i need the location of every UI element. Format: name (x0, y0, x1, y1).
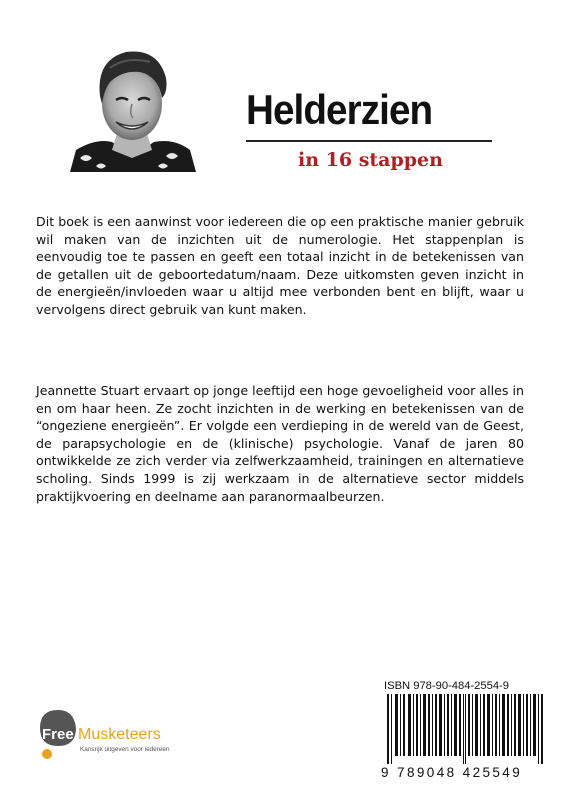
book-description: Dit boek is een aanwinst voor iedereen die op een praktische manier gebruik wil maken van de inzichten uit de numerologie. Het stappenplan is eenvoudig toe te passen en geeft een totaal inzicht in de betekenissen van de getallen uit de geboortedatum/naam. Deze uitkomsten geven inzicht in de energieën/invloeden waar u altijd mee verbonden bent en blijft, waar u vervolgens direct gebruik van kunt maken. (36, 214, 524, 317)
isbn-digits: 9 789048 425549 (381, 765, 523, 780)
book-subtitle: in 16 stappen (298, 149, 443, 171)
title-underline (246, 140, 492, 142)
author-biography: Jeannette Stuart ervaart op jonge leeftijd een hoge gevoeligheid voor alles in en om haar heen. Ze zocht inzichten in de werking en betekenissen van de “ongeziene energieën”. Er volgde een verdieping in de wereld van de Geest, de parapsychologie en de (klinische) psychologie. Vanaf de jaren 80 ontwikkelde ze zich verder via zelfwerkzaamheid, trainingen en alternatieve scholing. Sinds 1999 is zij werkzaam in de alternatieve sector middels praktijkvoering en deelname aan paranormaalbeurzen. (36, 383, 524, 504)
barcode-icon (387, 694, 543, 764)
publisher-logo (40, 706, 200, 778)
book-title: Helderzien (246, 86, 433, 133)
isbn-barcode-block (381, 680, 547, 784)
author-portrait (66, 38, 198, 172)
publisher-name-musketeers: Musketeers (78, 726, 161, 743)
publisher-name-free: Free (42, 726, 74, 743)
isbn-label: ISBN 978-90-484-2554-9 (384, 680, 510, 692)
publisher-tagline: Kansrijk uitgeven voor iedereen (80, 746, 170, 753)
